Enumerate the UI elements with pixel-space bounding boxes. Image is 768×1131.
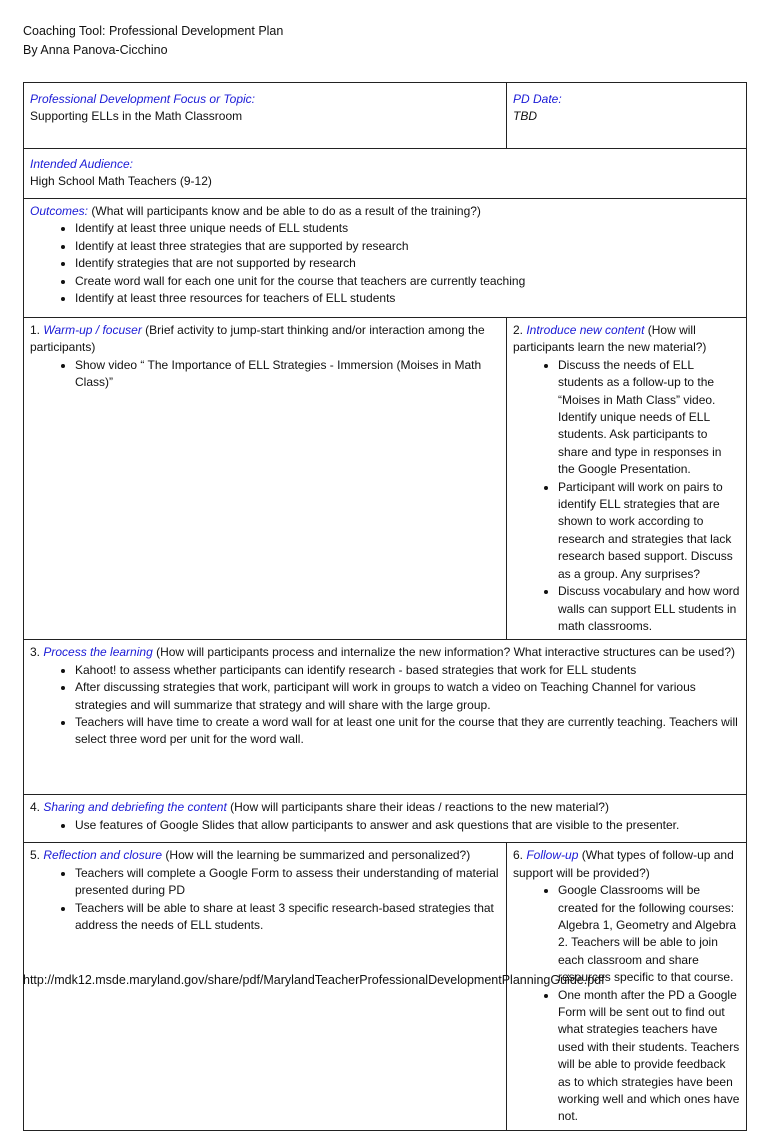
audience-cell: [24, 149, 747, 199]
sharing-list: [30, 817, 740, 834]
list-item: • Create word wall for each one unit for the course that teachers are currently teaching: [75, 273, 740, 290]
list-item: • Identify at least three resources for teachers of ELL students: [75, 290, 740, 307]
reflection-list: [30, 865, 500, 935]
list-item: • Identify at least three strategies that are supported by research: [75, 238, 740, 255]
sharing-label: Sharing and debriefing the content: [43, 800, 227, 815]
followup-prompt: (What types of follow-up and support will be provided?): [513, 848, 734, 880]
outcomes-list: [30, 220, 740, 307]
list-item: • Show video “ The Importance of ELL Strategies - Immersion (Moises in Math Class)”: [75, 357, 500, 392]
focus-cell: [24, 83, 507, 149]
reflection-number: 5.: [30, 848, 44, 863]
warmup-label: Warm-up / focuser: [43, 323, 142, 337]
row-warmup-introduce: [24, 318, 747, 640]
reflection-prompt: (How will the learning be summarized and personalized?): [162, 848, 471, 863]
list-item: • Use features of Google Slides that allow participants to answer and ask questions that are visible to the presenter.: [75, 817, 740, 834]
process-number: 3.: [30, 645, 44, 660]
list-item: • Google Classrooms will be created for the following courses: Algebra 1, Geometry and Algebra 2. Teachers will be able to join each classroom and share resources specific to that course.: [558, 882, 740, 986]
reflection-label: Reflection and closure: [43, 848, 163, 863]
focus-label: Professional Development Focus or Topic:: [30, 92, 255, 106]
outcomes-prompt: (What will participants know and be able to do as a result of the training?): [88, 204, 481, 218]
list-item: • One month after the PD a Google Form will be sent out to find out what strategies teachers have used with their students. Teachers will be able to provide feedback as to which strategies have been working well and which ones have not.: [558, 987, 740, 1126]
outcomes-label: Outcomes:: [30, 204, 89, 218]
warmup-list: [30, 357, 500, 392]
sharing-row: [24, 795, 747, 843]
outcomes-row: [24, 199, 747, 318]
sharing-number: 4.: [30, 800, 44, 815]
list-item: • Kahoot! to assess whether participants can identify research - based strategies that work for ELL students: [75, 662, 740, 679]
list-item: • Discuss vocabulary and how word walls can support ELL students in math classrooms.: [558, 583, 740, 635]
process-list: [30, 662, 740, 749]
sharing-prompt: (How will participants share their ideas / reactions to the new material?): [226, 800, 609, 815]
followup-label: Follow-up: [526, 848, 579, 863]
source-url[interactable]: http://mdk12.msde.maryland.gov/share/pdf/MarylandTeacherProfessionalDevelopmentPlanningGuide.pdf: [23, 973, 605, 987]
introduce-cell: [507, 318, 747, 640]
list-item: • Teachers will complete a Google Form to assess their understanding of material presented during PD: [75, 865, 500, 900]
list-item: • After discussing strategies that work, participant will work in groups to watch a video on Teaching Channel for various strategies and will summarize that strategy and will share with the large group.: [75, 679, 740, 714]
audience-label: Intended Audience:: [30, 157, 133, 171]
pd-date-cell: [507, 83, 747, 149]
introduce-number: 2.: [513, 323, 527, 337]
document-author: By Anna Panova-Cicchino: [23, 43, 168, 57]
followup-number: 6.: [513, 848, 527, 863]
focus-row: [24, 83, 747, 149]
process-cell: [24, 640, 747, 795]
followup-list: [513, 882, 740, 1126]
process-row: [24, 640, 747, 795]
warmup-cell: [24, 318, 507, 640]
document-title: Coaching Tool: Professional Development Plan: [23, 24, 284, 38]
list-item: • Discuss the needs of ELL students as a follow-up to the “Moises in Math Class” video. Identify unique needs of ELL students. Ask participants to share and type in responses in the Google Presentation.: [558, 357, 740, 479]
audience-value: High School Math Teachers (9-12): [30, 174, 212, 189]
list-item: • Identify at least three unique needs of ELL students: [75, 220, 740, 237]
focus-value: Supporting ELLs in the Math Classroom: [30, 109, 243, 124]
introduce-list: [513, 357, 740, 636]
sharing-cell: [24, 795, 747, 843]
pd-date-value: TBD: [513, 109, 537, 124]
pd-date-label: PD Date:: [513, 92, 562, 106]
list-item: • Participant will work on pairs to identify ELL strategies that are shown to work according to research and strategies that lack research based support. Discuss as a group. Any surprises?: [558, 479, 740, 583]
list-item: • Teachers will be able to share at least 3 specific research-based strategies that address the needs of ELL students.: [75, 900, 500, 935]
introduce-prompt: (How will participants learn the new material?): [513, 323, 707, 355]
list-item: • Identify strategies that are not supported by research: [75, 255, 740, 272]
process-prompt: (How will participants process and internalize the new information? What interactive structures can be used?): [152, 645, 736, 660]
outcomes-cell: [24, 199, 747, 318]
warmup-number: 1.: [30, 323, 44, 337]
list-item: • Teachers will have time to create a word wall for at least one unit for the course that they are currently teaching. Teachers will select three word per unit for the word wall.: [75, 714, 740, 749]
warmup-prompt: (Brief activity to jump-start thinking and/or interaction among the participants): [30, 323, 485, 355]
introduce-label: Introduce new content: [526, 323, 645, 337]
process-label: Process the learning: [43, 645, 153, 660]
audience-row: [24, 149, 747, 199]
